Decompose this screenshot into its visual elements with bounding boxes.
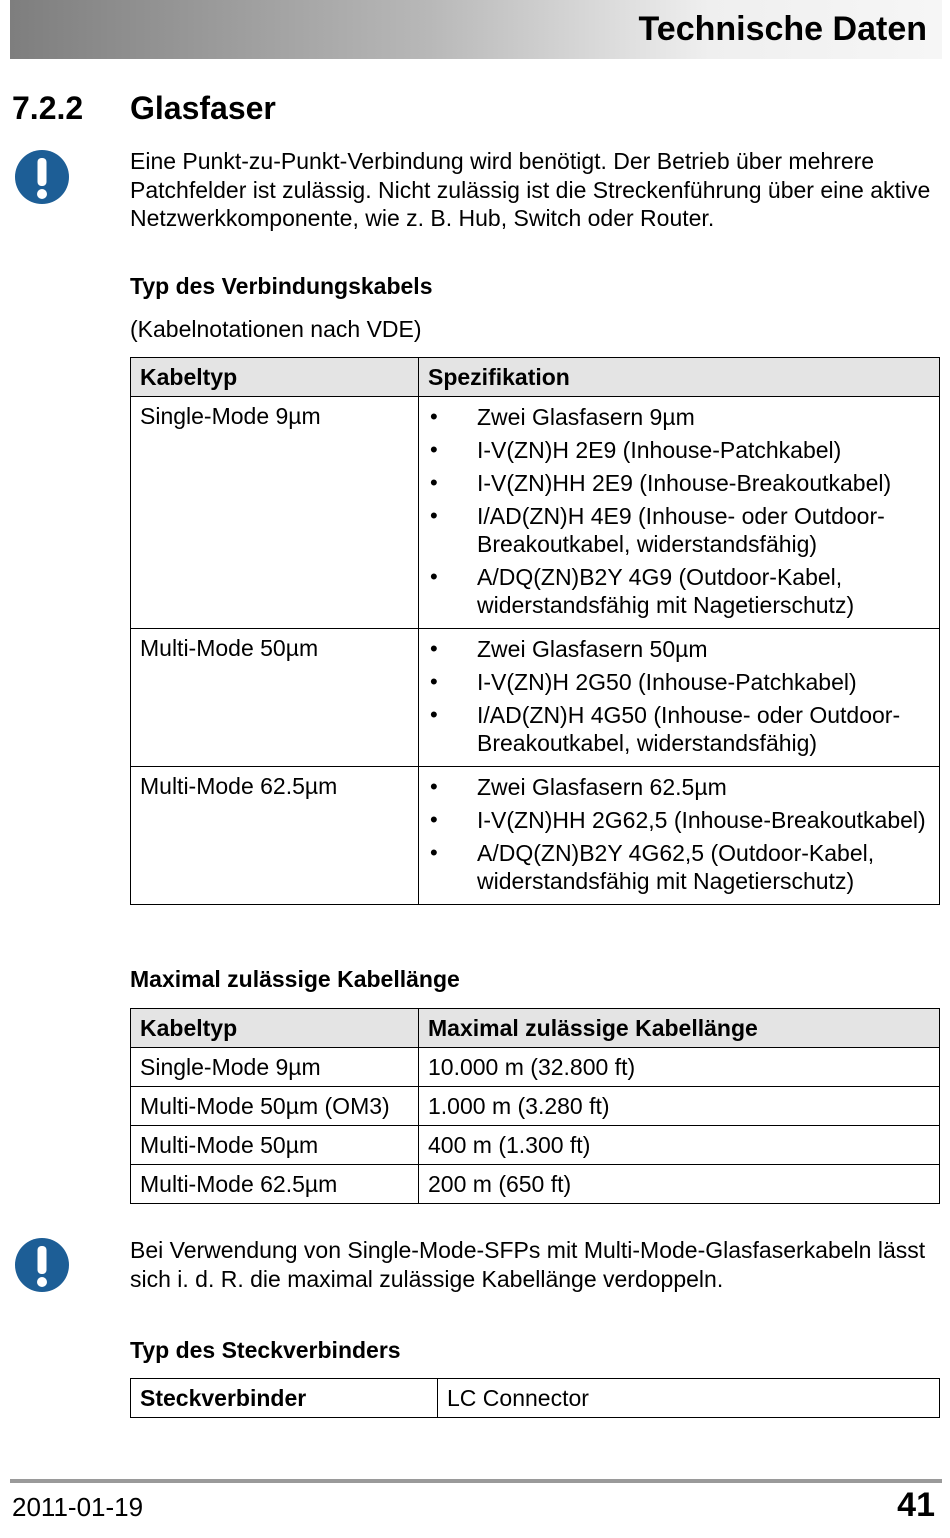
section-number: 7.2.2 <box>12 90 84 126</box>
cable-type-cell: Multi-Mode 50µm (OM3) <box>131 1087 419 1126</box>
list-item: • I-V(ZN)H 2E9 (Inhouse-Patchkabel) <box>428 436 930 464</box>
table-row <box>131 1165 940 1204</box>
list-item: • Zwei Glasfasern 9µm <box>428 403 930 431</box>
list-item: • Zwei Glasfasern 62.5µm <box>428 773 930 801</box>
column-header-cable-type: Kabeltyp <box>131 358 419 397</box>
table-row <box>131 397 940 629</box>
table-header-row <box>131 358 940 397</box>
table-row <box>131 629 940 767</box>
table-row <box>131 1087 940 1126</box>
page-header-bar <box>10 0 942 59</box>
exclamation-icon <box>14 149 70 205</box>
max-length-cell: 10.000 m (32.800 ft) <box>419 1048 940 1087</box>
list-item: • I/AD(ZN)H 4G50 (Inhouse- oder Outdoor-Breakoutkabel, widerstandsfähig) <box>428 701 930 757</box>
exclamation-icon <box>14 1237 70 1293</box>
cable-type-heading: Typ des Verbindungskabels <box>130 273 433 299</box>
list-item: • Zwei Glasfasern 50µm <box>428 635 930 663</box>
table-row <box>131 1126 940 1165</box>
specification-cell <box>419 397 940 629</box>
footer-date: 2011-01-19 <box>12 1492 144 1522</box>
max-length-heading: Maximal zulässige Kabellänge <box>130 966 460 992</box>
max-length-cell: 1.000 m (3.280 ft) <box>419 1087 940 1126</box>
cable-notation-note: (Kabelnotationen nach VDE) <box>130 316 422 342</box>
connector-table <box>130 1378 940 1418</box>
page-number: 41 <box>897 1486 935 1524</box>
column-header-max-length: Maximal zulässige Kabellänge <box>419 1009 940 1048</box>
connector-value-cell: LC Connector <box>438 1379 940 1418</box>
spec-list <box>428 773 930 895</box>
max-length-cell: 400 m (1.300 ft) <box>419 1126 940 1165</box>
cable-type-table <box>130 357 940 905</box>
spec-list <box>428 403 930 619</box>
cable-type-cell: Multi-Mode 62.5µm <box>131 767 419 905</box>
specification-cell <box>419 629 940 767</box>
section-title: Glasfaser <box>130 90 276 126</box>
table-header-row <box>131 1009 940 1048</box>
column-header-cable-type: Kabeltyp <box>131 1009 419 1048</box>
cable-type-cell: Multi-Mode 62.5µm <box>131 1165 419 1204</box>
connector-label-cell: Steckverbinder <box>131 1379 438 1418</box>
cable-type-cell: Multi-Mode 50µm <box>131 1126 419 1165</box>
column-header-specification: Spezifikation <box>419 358 940 397</box>
list-item: • I-V(ZN)HH 2G62,5 (Inhouse-Breakoutkabel) <box>428 806 930 834</box>
list-item: • I/AD(ZN)H 4E9 (Inhouse- oder Outdoor-Breakoutkabel, widerstandsfähig) <box>428 502 930 558</box>
max-length-cell: 200 m (650 ft) <box>419 1165 940 1204</box>
notice-text-point-to-point: Eine Punkt-zu-Punkt-Verbindung wird benötigt. Der Betrieb über mehrere Patchfelder ist zulässig. Nicht zulässig ist die Streckenführung über eine aktive Netzwerkkomponente, wie z. B. Hub, Switch oder Router. <box>130 148 931 231</box>
table-row <box>131 767 940 905</box>
spec-list <box>428 635 930 757</box>
cable-type-cell: Multi-Mode 50µm <box>131 629 419 767</box>
list-item: • I-V(ZN)H 2G50 (Inhouse-Patchkabel) <box>428 668 930 696</box>
list-item: • A/DQ(ZN)B2Y 4G9 (Outdoor-Kabel, widerstandsfähig mit Nagetierschutz) <box>428 563 930 619</box>
max-length-table <box>130 1008 940 1204</box>
notice-text-single-mode: Bei Verwendung von Single-Mode-SFPs mit Multi-Mode-Glasfaserkabeln lässt sich i. d. R. die maximal zulässige Kabellänge verdoppeln. <box>130 1237 926 1292</box>
table-row <box>131 1048 940 1087</box>
specification-cell <box>419 767 940 905</box>
page-header-title: Technische Daten <box>638 10 927 48</box>
cable-type-cell: Single-Mode 9µm <box>131 1048 419 1087</box>
table-row <box>131 1379 940 1418</box>
footer-divider <box>10 1479 942 1483</box>
connector-heading: Typ des Steckverbinders <box>130 1337 401 1363</box>
list-item: • A/DQ(ZN)B2Y 4G62,5 (Outdoor-Kabel, widerstandsfähig mit Nagetierschutz) <box>428 839 930 895</box>
list-item: • I-V(ZN)HH 2E9 (Inhouse-Breakoutkabel) <box>428 469 930 497</box>
cable-type-cell: Single-Mode 9µm <box>131 397 419 629</box>
